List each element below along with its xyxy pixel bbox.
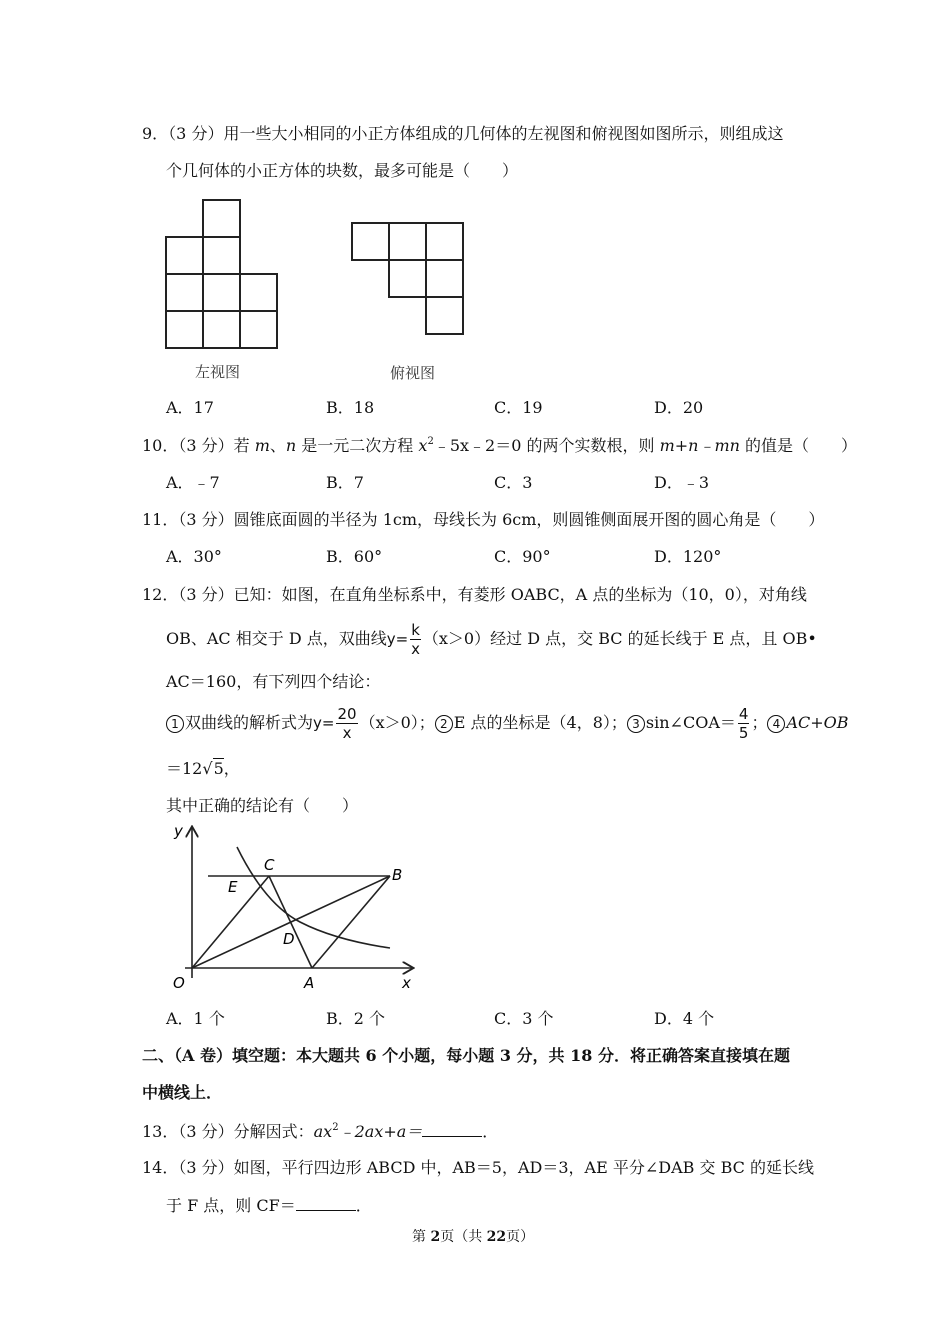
segment-ab [312,876,390,968]
q10-text [142,435,857,457]
q9-line2: 个几何体的小正方体的块数，最多可能是（ ） [166,161,519,180]
q12-line1: 12．（3 分）已知：如图，在直角坐标系中，有菱形 OABC，A 点的坐标为（10，0），对角线 [142,585,807,604]
q13-text [142,1120,498,1143]
label-a: A [304,974,315,992]
label-x: x [402,974,411,992]
q13-exponent: 2 [332,1122,339,1133]
q9-option-c[interactable]: C．19 [494,398,543,417]
footer-page-number: 2 [430,1229,441,1245]
section2-heading-line2: 中横线上． [142,1083,223,1102]
q9-line1: 9．（3 分）用一些大小相同的小正方体组成的几何体的左视图和俯视图如图所示，则组成这 [142,124,784,143]
q12-x: x [411,640,420,658]
q12-line2-b: （x＞0）经过 D 点，交 BC 的延长线于 E 点，且 OB• [422,629,817,648]
left-view-label: 左视图 [195,363,241,381]
conclusion-4-marker: 4 [767,715,785,733]
conclusion-1-marker: 1 [166,715,184,733]
q13-rest: ﹣2ax+a＝ [338,1122,423,1141]
q9-left-view-figure [160,195,285,355]
label-c: C [264,856,275,874]
q11-options [166,546,866,568]
sqrt-sign: √ [202,759,213,778]
q12-line3: AC＝160，有下列四个结论： [166,672,381,691]
q10-expr: m+n﹣mn [659,436,740,455]
conclusion-3-text: sin∠COA＝ [645,713,736,732]
top-view-label: 俯视图 [390,364,436,382]
q12-option-c[interactable]: C．3 个 [494,1009,554,1028]
footer-total-pages: 22 [486,1229,507,1245]
footer-mid: 页（共 [440,1229,487,1245]
conclusion-3-fraction [738,705,750,742]
conclusion-3-marker: 3 [627,715,645,733]
q11-option-d[interactable]: D．120° [654,547,722,566]
q10-option-a[interactable]: A．﹣7 [166,473,220,492]
conclusion-1-fraction [336,705,357,742]
q11-text: 11．（3 分）圆锥底面圆的半径为 1cm，母线长为 6cm，则圆锥侧面展开图的圆心角是（ ） [142,510,825,529]
q14-line2-a: 于 F 点，则 CF＝ [166,1196,296,1215]
q12-line5-a: ＝12 [166,759,203,778]
q11-option-c[interactable]: C．90° [494,547,551,566]
label-d: D [283,930,295,948]
q14-answer-blank[interactable] [296,1194,356,1211]
q10-eq-rest: ﹣5x﹣2＝0 的两个实数根，则 [433,436,660,455]
conclusion-2-marker: 2 [435,715,453,733]
q9-option-a[interactable]: A．17 [166,398,214,417]
q10-x: x [418,436,428,455]
q12-sqrt-value: 5 [213,759,224,778]
conclusion-1-y: y= [313,714,335,732]
conclusion-3-tail: ； [751,713,768,732]
q14-line1: 14．（3 分）如图，平行四边形 ABCD 中，AB＝5，AD＝3，AE 平分∠DAB 交 BC 的延长线 [142,1158,814,1177]
conclusion-2-text: E 点的坐标是（4，8）； [453,713,627,732]
conclusion-3-denominator: 5 [738,724,749,742]
page-footer [412,1226,534,1248]
q9-option-b[interactable]: B．18 [326,398,375,417]
hyperbola-curve [237,847,390,948]
q12-line2 [166,621,817,658]
q12-line6: 其中正确的结论有（ ） [166,796,359,815]
label-b: B [392,866,403,884]
label-o: O [173,974,185,992]
q10-sep: 、 [269,436,286,455]
q10-exponent: 2 [427,436,434,447]
q12-line2-a: OB、AC 相交于 D 点，双曲线 [166,629,387,648]
segment-ca [269,876,312,968]
q12-k: k [411,621,420,639]
q13-prefix: 13．（3 分）分解因式： [142,1122,314,1141]
q10-m: m [254,436,270,455]
q13-answer-blank[interactable] [422,1120,482,1137]
q11-option-b[interactable]: B．60° [326,547,383,566]
conclusion-1-text: 双曲线的解析式为 [185,713,314,732]
q10-suffix: 的值是（ ） [739,436,858,455]
label-e: E [228,878,238,896]
conclusion-4-text: AC+OB [786,713,849,732]
q12-conclusions [166,703,849,743]
q9-option-d[interactable]: D．20 [654,398,704,417]
q12-option-b[interactable]: B．2 个 [326,1009,386,1028]
section2-heading-line1: 二、（A 卷）填空题：本大题共 6 个小题，每小题 3 分，共 18 分．将正确答案直接填在题 [142,1046,790,1065]
q12-figure [160,818,430,998]
q12-options [166,1008,866,1030]
q12-line5 [166,758,240,780]
q14-line2 [166,1194,372,1217]
q9-top-view-figure [346,218,471,338]
q12-option-d[interactable]: D．4 个 [654,1009,715,1028]
q12-option-a[interactable]: A．1 个 [166,1009,225,1028]
q13-ax: ax [313,1122,333,1141]
q12-k-over-x [410,621,421,658]
q10-options [166,472,866,494]
q11-option-a[interactable]: A．30° [166,547,222,566]
q12-line5-b: ， [223,759,240,778]
footer-post: 页） [506,1229,535,1245]
label-y: y [174,822,183,840]
conclusion-1-numerator: 20 [337,705,357,723]
q10-mid: 是一元二次方程 [296,436,419,455]
conclusion-3-numerator: 4 [738,705,749,723]
q12-curve-y: y= [386,630,409,648]
footer-pre: 第 [412,1229,431,1245]
conclusion-1-tail: （x＞0）； [359,713,435,732]
q10-option-b[interactable]: B．7 [326,473,364,492]
q14-end: ． [355,1196,372,1215]
q10-n: n [285,436,297,455]
q13-end: ． [482,1122,499,1141]
conclusion-1-denominator: x [342,724,352,742]
q10-prefix: 10．（3 分）若 [142,436,255,455]
q10-option-c[interactable]: C．3 [494,473,533,492]
q9-options [166,397,866,419]
q10-option-d[interactable]: D．﹣3 [654,473,710,492]
